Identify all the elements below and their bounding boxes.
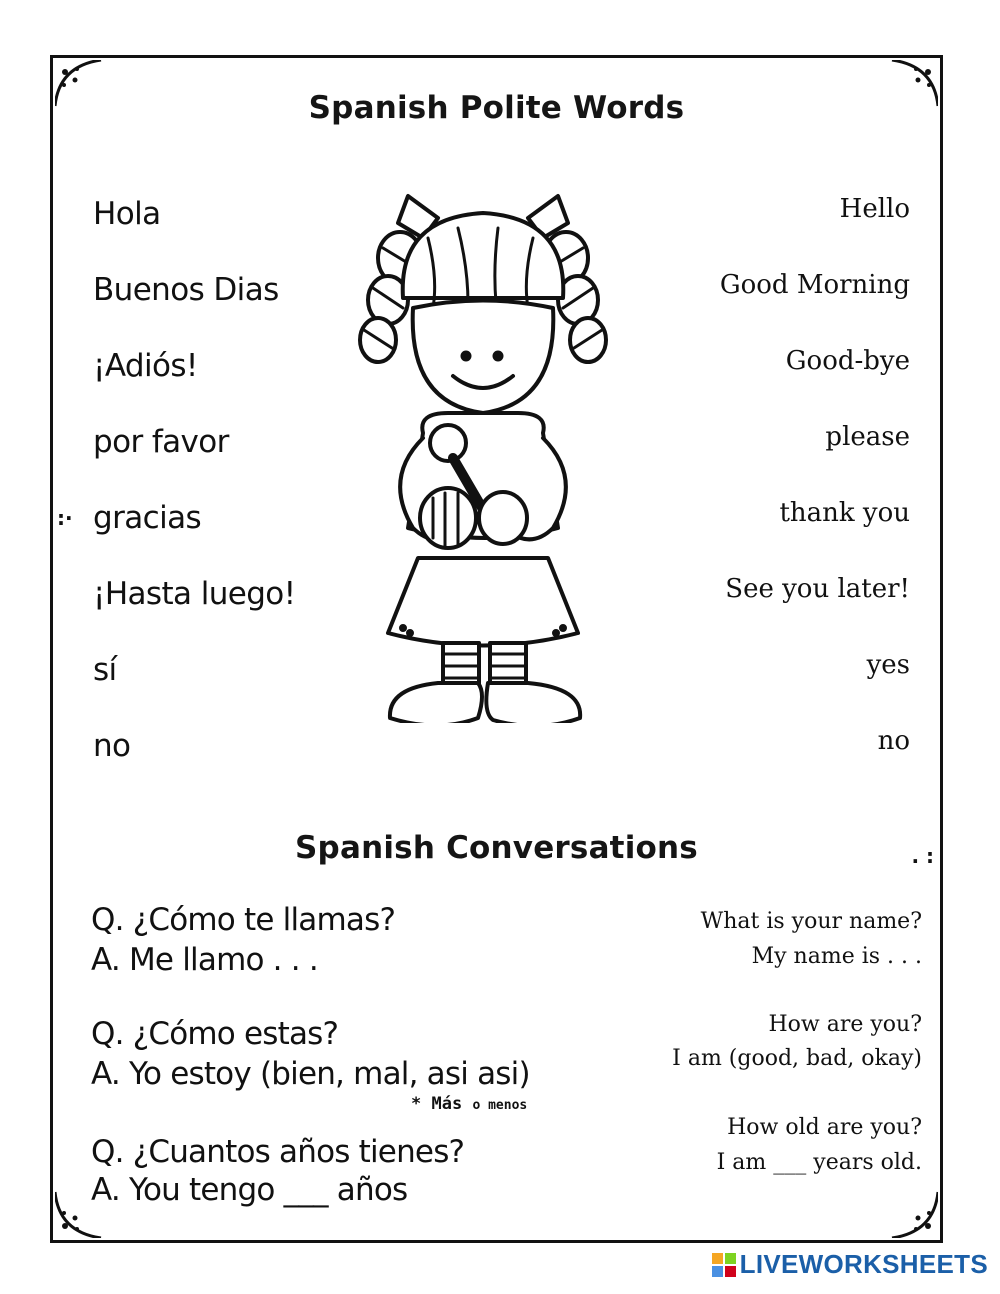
note-small: o menos — [472, 1098, 528, 1113]
page-title: Spanish Polite Words — [308, 90, 685, 126]
conversation-3-answer: A. You tengo ___ años — [91, 1172, 408, 1208]
word-en-2: Good Morning — [719, 270, 910, 300]
conversation-2-question-en: How are you? — [768, 1012, 922, 1037]
word-es-2: Buenos Dias — [93, 272, 279, 308]
worksheet-page — [50, 55, 943, 1243]
conversation-3-question: Q. ¿Cuantos años tienes? — [91, 1134, 465, 1170]
conversation-3-answer-en: I am ___ years old. — [716, 1150, 922, 1175]
word-en-3: Good-bye — [785, 346, 910, 376]
note-star: * Más — [411, 1094, 463, 1114]
word-es-6: ¡Hasta luego! — [93, 576, 296, 612]
conversation-1-answer: A. Me llamo . . . — [91, 942, 318, 978]
conversation-3-question-en: How old are you? — [727, 1115, 922, 1140]
brand-name: LIVEWORKSHEETS — [739, 1249, 988, 1279]
word-es-5: gracias — [93, 500, 202, 536]
word-en-6: See you later! — [725, 574, 910, 604]
word-en-7: yes — [866, 650, 910, 680]
decorative-dots-right: . : — [911, 844, 934, 868]
conversation-1-question-en: What is your name? — [700, 909, 922, 934]
word-es-7: sí — [93, 652, 117, 688]
decorative-dots-left: :· — [57, 506, 73, 530]
corner-ornament-bottom-right — [890, 1190, 938, 1238]
word-es-4: por favor — [93, 424, 229, 460]
conversation-title: Spanish Conversations — [295, 830, 698, 866]
conversation-1-question: Q. ¿Cómo te llamas? — [91, 902, 396, 938]
word-en-5: thank you — [779, 498, 910, 528]
mas-o-menos-note — [411, 1094, 527, 1114]
conversation-2-answer-en: I am (good, bad, okay) — [672, 1046, 922, 1071]
word-en-8: no — [877, 726, 910, 756]
liveworksheets-logo-icon — [712, 1253, 736, 1277]
conversation-2-answer: A. Yo estoy (bien, mal, asi asi) — [91, 1056, 530, 1092]
word-es-3: ¡Adiós! — [93, 348, 198, 384]
girl-illustration — [328, 188, 638, 723]
liveworksheets-brand[interactable] — [712, 1249, 988, 1280]
word-en-4: please — [825, 422, 910, 452]
word-en-1: Hello — [839, 194, 910, 224]
conversation-1-answer-en: My name is . . . — [751, 944, 922, 969]
word-es-8: no — [93, 728, 131, 764]
word-es-1: Hola — [93, 196, 161, 232]
conversation-2-question: Q. ¿Cómo estas? — [91, 1016, 339, 1052]
